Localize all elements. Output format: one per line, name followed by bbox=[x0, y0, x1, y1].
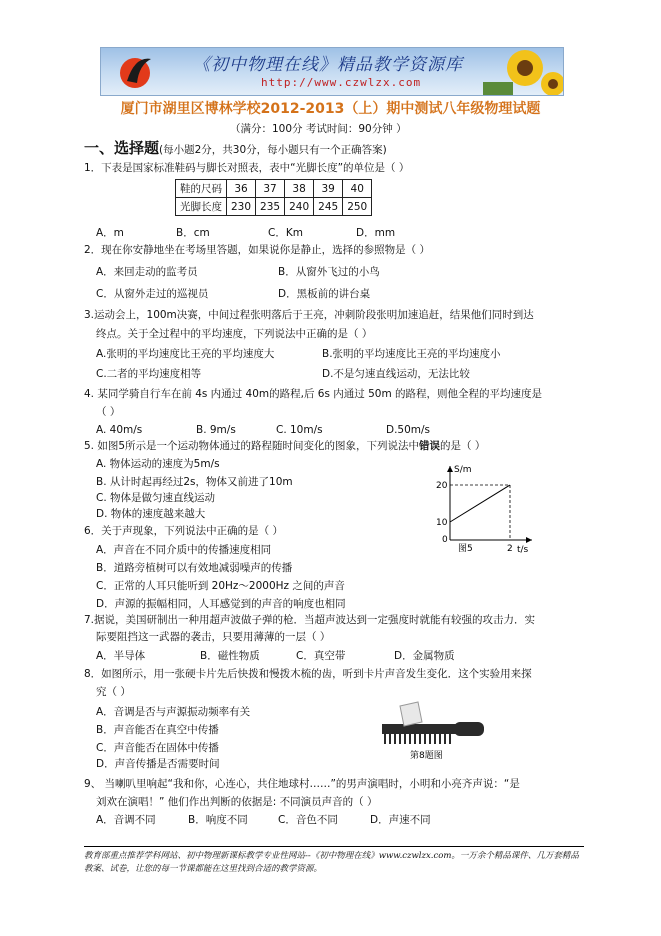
table-cell: 37 bbox=[256, 180, 285, 198]
q3-option-b: B.张明的平均速度比王亮的平均速度小 bbox=[322, 348, 501, 360]
table-cell: 鞋的尺码 bbox=[176, 180, 227, 198]
section-heading bbox=[84, 137, 387, 158]
q4-option-c: C. 10m/s bbox=[276, 424, 323, 436]
graph-x-label: t/s bbox=[517, 545, 529, 554]
figure-caption: 第8题图 bbox=[410, 751, 443, 761]
q6-option-b: B．道路旁植树可以有效地减弱噪声的传播 bbox=[96, 562, 293, 574]
exam-meta: （满分：100分 考试时间：90分钟 ） bbox=[230, 123, 407, 135]
q7-option-b: B．磁性物质 bbox=[200, 650, 260, 662]
graph-y-label: S/m bbox=[454, 465, 472, 475]
footer-text: 教育部重点推荐学科网站、初中物理新课标教学专业性网站--《初中物理在线》www.czwlzx.com。一万余个精品课件、几万套精品教案、试卷，让您的每一节课都能在这里找到合适的教学资源。 bbox=[84, 851, 579, 874]
table-cell: 235 bbox=[256, 198, 285, 216]
q1-option-a: A．m bbox=[96, 227, 124, 239]
q8-option-a: A．音调是否与声源振动频率有关 bbox=[96, 706, 251, 718]
q9-option-c: C．音色不同 bbox=[278, 814, 338, 826]
banner-logo bbox=[117, 51, 157, 91]
table-cell: 39 bbox=[314, 180, 343, 198]
q6-stem: 6．关于声现象，下列说法中正确的是（ ） bbox=[84, 525, 284, 537]
distance-time-graph bbox=[420, 462, 540, 554]
q7-option-d: D．金属物质 bbox=[394, 650, 455, 662]
figure-caption: 图5 bbox=[458, 544, 473, 554]
q5-option-a: A. 物体运动的速度为5m/s bbox=[96, 458, 220, 470]
q4-line2: （ ） bbox=[96, 406, 121, 418]
document-title: 厦门市湖里区博林学校2012-2013（上）期中测试八年级物理试题 bbox=[120, 101, 541, 117]
graph-y-tick: 20 bbox=[436, 481, 448, 491]
table-cell: 250 bbox=[343, 198, 372, 216]
table-cell: 245 bbox=[314, 198, 343, 216]
q7-option-a: A．半导体 bbox=[96, 650, 146, 662]
shoe-size-table bbox=[175, 179, 372, 216]
q4-line1: 4. 某同学骑自行车在前 4s 内通过 40m的路程,后 6s 内通过 50m 的路程，则他全程的平均速度是 bbox=[84, 388, 543, 400]
q5-option-c: C. 物体是做匀速直线运动 bbox=[96, 492, 216, 504]
q5-option-b: B. 从计时起再经过2s，物体又前进了10m bbox=[96, 476, 293, 488]
q9-option-b: B．响度不同 bbox=[188, 814, 248, 826]
q6-option-c: C．正常的人耳只能听到 20Hz～2000Hz 之间的声音 bbox=[96, 580, 345, 592]
q2-stem: 2．现在你安静地坐在考场里答题，如果说你是静止，选择的参照物是（ ） bbox=[84, 244, 431, 256]
q4-option-d: D.50m/s bbox=[386, 424, 431, 436]
q7-option-c: C．真空带 bbox=[296, 650, 346, 662]
q9-option-a: A．音调不同 bbox=[96, 814, 156, 826]
q7-line1: 7.据说，美国研制出一种用超声波做子弹的枪．当超声波达到一定强度时就能有较强的攻击力．实 bbox=[84, 614, 536, 626]
q1-stem: 1．下表是国家标准鞋码与脚长对照表，表中“光脚长度”的单位是（ ） bbox=[84, 162, 410, 174]
q3-line1: 3.运动会上，100m决赛，中间过程张明落后于王亮，冲刺阶段张明加速追赶，结果他们同时到达 bbox=[84, 309, 534, 321]
q8-line1: 8．如图所示，用一张硬卡片先后快拨和慢拨木梳的齿，听到卡片声音发生变化．这个实验用来探 bbox=[84, 668, 532, 680]
section-note: (每小题2分，共30分，每小题只有一个正确答案) bbox=[159, 144, 387, 156]
q8-line2: 究（ ） bbox=[96, 686, 131, 698]
table-cell: 36 bbox=[227, 180, 256, 198]
q5-stem-emphasis: 错误 bbox=[419, 440, 441, 452]
table-cell: 38 bbox=[285, 180, 314, 198]
table-row bbox=[176, 198, 372, 216]
q9-line1: 9、 当喇叭里响起“我和你，心连心，共住地球村……”的男声演唱时，小明和小亮齐声说：“是 bbox=[84, 778, 520, 790]
q2-option-d: D．黑板前的讲台桌 bbox=[278, 288, 371, 300]
q2-option-a: A．来回走动的监考员 bbox=[96, 266, 198, 278]
q7-line2: 际要阻挡这一武器的袭击，只要用薄薄的一层（ ） bbox=[96, 631, 331, 643]
q1-option-d: D．mm bbox=[356, 227, 396, 239]
sunflower-image bbox=[483, 48, 563, 95]
header-banner bbox=[100, 47, 564, 96]
table-cell: 230 bbox=[227, 198, 256, 216]
graph-origin: 0 bbox=[442, 535, 448, 545]
q4-option-a: A. 40m/s bbox=[96, 424, 143, 436]
q1-option-c: C．Km bbox=[268, 227, 303, 239]
banner-url[interactable]: http://www.czwlzx.com bbox=[261, 76, 422, 89]
q5-stem-pre: 5. 如图5所示是一个运动物体通过的路程随时间变化的图象，下列说法中 bbox=[84, 440, 420, 452]
graph-y-tick: 10 bbox=[436, 518, 448, 528]
q4-option-b: B. 9m/s bbox=[196, 424, 236, 436]
section-name: 一、选择题 bbox=[84, 139, 160, 157]
q8-option-c: C．声音能否在固体中传播 bbox=[96, 742, 219, 754]
graph-x-tick: 2 bbox=[507, 544, 513, 554]
q2-option-b: B．从窗外飞过的小鸟 bbox=[278, 266, 380, 278]
q3-option-a: A.张明的平均速度比王亮的平均速度大 bbox=[96, 348, 275, 360]
q3-option-d: D.不是匀速直线运动，无法比较 bbox=[322, 368, 470, 380]
q6-option-a: A．声音在不同介质中的传播速度相同 bbox=[96, 544, 272, 556]
banner-title: 《初中物理在线》精品教学资源库 bbox=[193, 55, 463, 75]
q5-stem-post: 的是（ ） bbox=[440, 440, 486, 452]
q3-option-c: C.二者的平均速度相等 bbox=[96, 368, 202, 380]
q9-option-d: D．声速不同 bbox=[370, 814, 431, 826]
table-cell: 40 bbox=[343, 180, 372, 198]
q8-option-b: B．声音能否在真空中传播 bbox=[96, 724, 219, 736]
q6-option-d: D．声源的振幅相同，人耳感觉到的声音的响度也相同 bbox=[96, 598, 346, 610]
q9-line2: 刘欢在演唱！” 他们作出判断的依据是: 不同演员声音的（ ） bbox=[96, 796, 378, 808]
q8-option-d: D．声音传播是否需要时间 bbox=[96, 758, 220, 770]
q1-option-b: B．cm bbox=[176, 227, 210, 239]
footer-divider bbox=[84, 846, 584, 847]
table-cell: 240 bbox=[285, 198, 314, 216]
q2-option-c: C．从窗外走过的巡视员 bbox=[96, 288, 209, 300]
q3-line2: 终点。关于全过程中的平均速度，下列说法中正确的是（ ） bbox=[96, 328, 373, 340]
comb-card-illustration bbox=[378, 700, 488, 762]
table-cell: 光脚长度 bbox=[176, 198, 227, 216]
table-row bbox=[176, 180, 372, 198]
q5-option-d: D. 物体的速度越来越大 bbox=[96, 508, 206, 520]
q5-stem bbox=[84, 438, 485, 454]
